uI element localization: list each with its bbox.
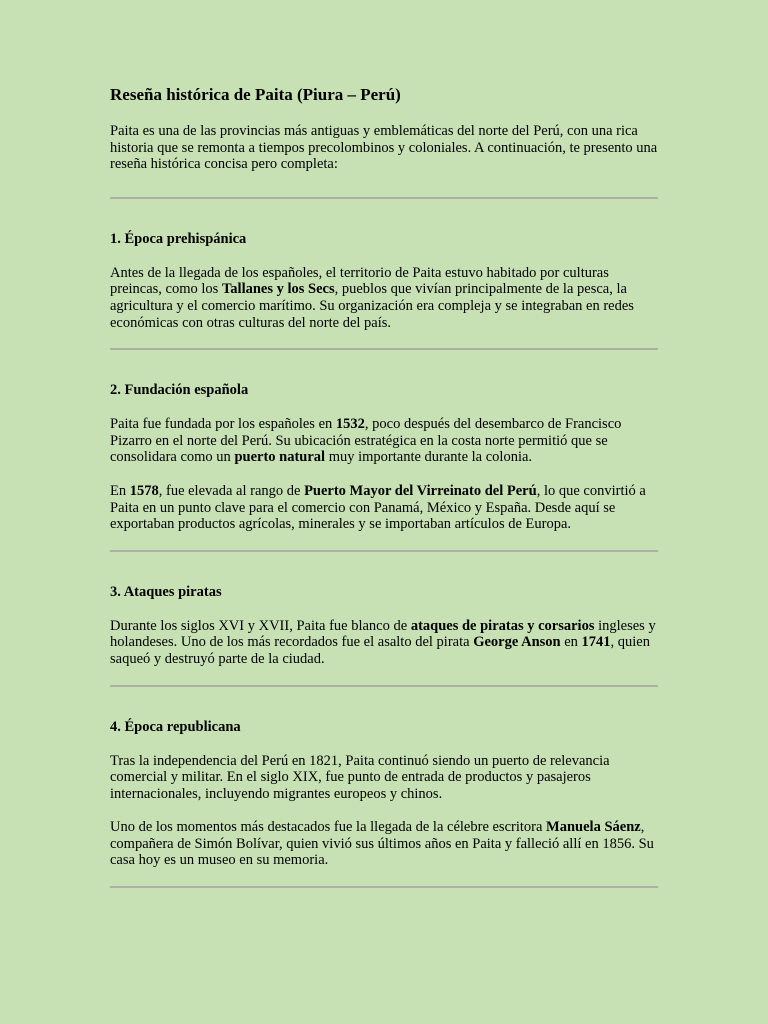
text-run: Uno de los momentos más destacados fue la llegada de la célebre escritora: [110, 819, 547, 836]
text-run: Durante los siglos XVI y XVII, Paita fue blanco de: [110, 617, 411, 634]
section-divider: [110, 886, 658, 888]
paragraph: [110, 265, 658, 331]
paragraph: [110, 483, 658, 533]
paragraph: [110, 618, 658, 668]
paragraph: [110, 416, 658, 466]
bold-run: Tallanes y los Secs: [221, 281, 335, 298]
text-run: , pueblos que vivían principalmente de la pesca, la agricultura y el comercio marítimo. Su organización era compleja y se integraban en redes económicas con otras culturas del norte del país.: [110, 281, 634, 331]
bold-run: Puerto Mayor del Virreinato del Perú: [304, 482, 537, 499]
text-run: Tras la independencia del Perú en 1821, Paita continuó siendo un puerto de relevancia comercial y militar. En el siglo XIX, fue punto de entrada de productos y pasajeros internacionales, incluyendo migrantes europeos y chinos.: [110, 752, 610, 802]
bold-run: puerto natural: [234, 449, 326, 466]
text-run: , lo que convirtió a Paita en un punto clave para el comercio con Panamá, México y España. Desde aquí se exportaban productos agrícolas, minerales y se importaban artículos de Europa.: [110, 482, 646, 533]
section-heading: 3. Ataques piratas: [110, 583, 222, 600]
section-heading: 2. Fundación española: [110, 382, 249, 399]
text-run: , fue elevada al rango de: [158, 482, 305, 499]
bold-run: 1532: [335, 416, 365, 433]
text-run: ingleses y holandeses. Uno de los más recordados fue el asalto del pirata: [110, 617, 656, 651]
document-page: [110, 84, 658, 888]
section-divider: [110, 685, 658, 687]
text-run: , poco después del desembarco de Francisco Pizarro en el norte del Perú. Su ubicación estratégica en la costa norte permitió que se consolidara como un: [110, 416, 622, 466]
section-divider: [110, 550, 658, 552]
text-run: en: [560, 634, 582, 651]
text-run: Paita fue fundada por los españoles en: [110, 416, 336, 433]
section-divider: [110, 348, 658, 350]
document-title: Reseña histórica de Paita (Piura – Perú): [110, 85, 401, 104]
text-run: Antes de la llegada de los españoles, el territorio de Paita estuvo habitado por culturas preincas, como los: [110, 264, 609, 298]
section-republican-era: [110, 719, 658, 870]
bold-run: Manuela Sáenz: [546, 819, 641, 836]
bold-run: ataques de piratas y corsarios: [410, 617, 595, 634]
text-run: , quien saqueó y destruyó parte de la ciudad.: [110, 634, 650, 667]
bold-run: George Anson: [473, 634, 561, 651]
section-pirate-attacks: [110, 584, 658, 668]
section-heading: 1. Época prehispánica: [110, 230, 247, 247]
paragraph: [110, 753, 658, 803]
section-prehispanic: [110, 231, 658, 331]
bold-run: 1741: [581, 634, 611, 651]
text-run: muy importante durante la colonia.: [325, 449, 533, 466]
section-heading: 4. Época republicana: [110, 718, 241, 735]
section-divider: [110, 197, 658, 199]
intro-paragraph: Paita es una de las provincias más antiguas y emblemáticas del norte del Perú, con una rica historia que se remonta a tiempos precolombinos y coloniales. A continuación, te presento una reseña histórica concisa pero completa:: [110, 123, 658, 173]
text-run: , compañera de Simón Bolívar, quien vivió sus últimos años en Paita y falleció allí en 1856. Su casa hoy es un museo en su memoria.: [110, 819, 654, 869]
bold-run: 1578: [129, 482, 159, 499]
section-spanish-founding: [110, 382, 658, 533]
text-run: En: [110, 482, 130, 499]
paragraph: [110, 819, 658, 869]
